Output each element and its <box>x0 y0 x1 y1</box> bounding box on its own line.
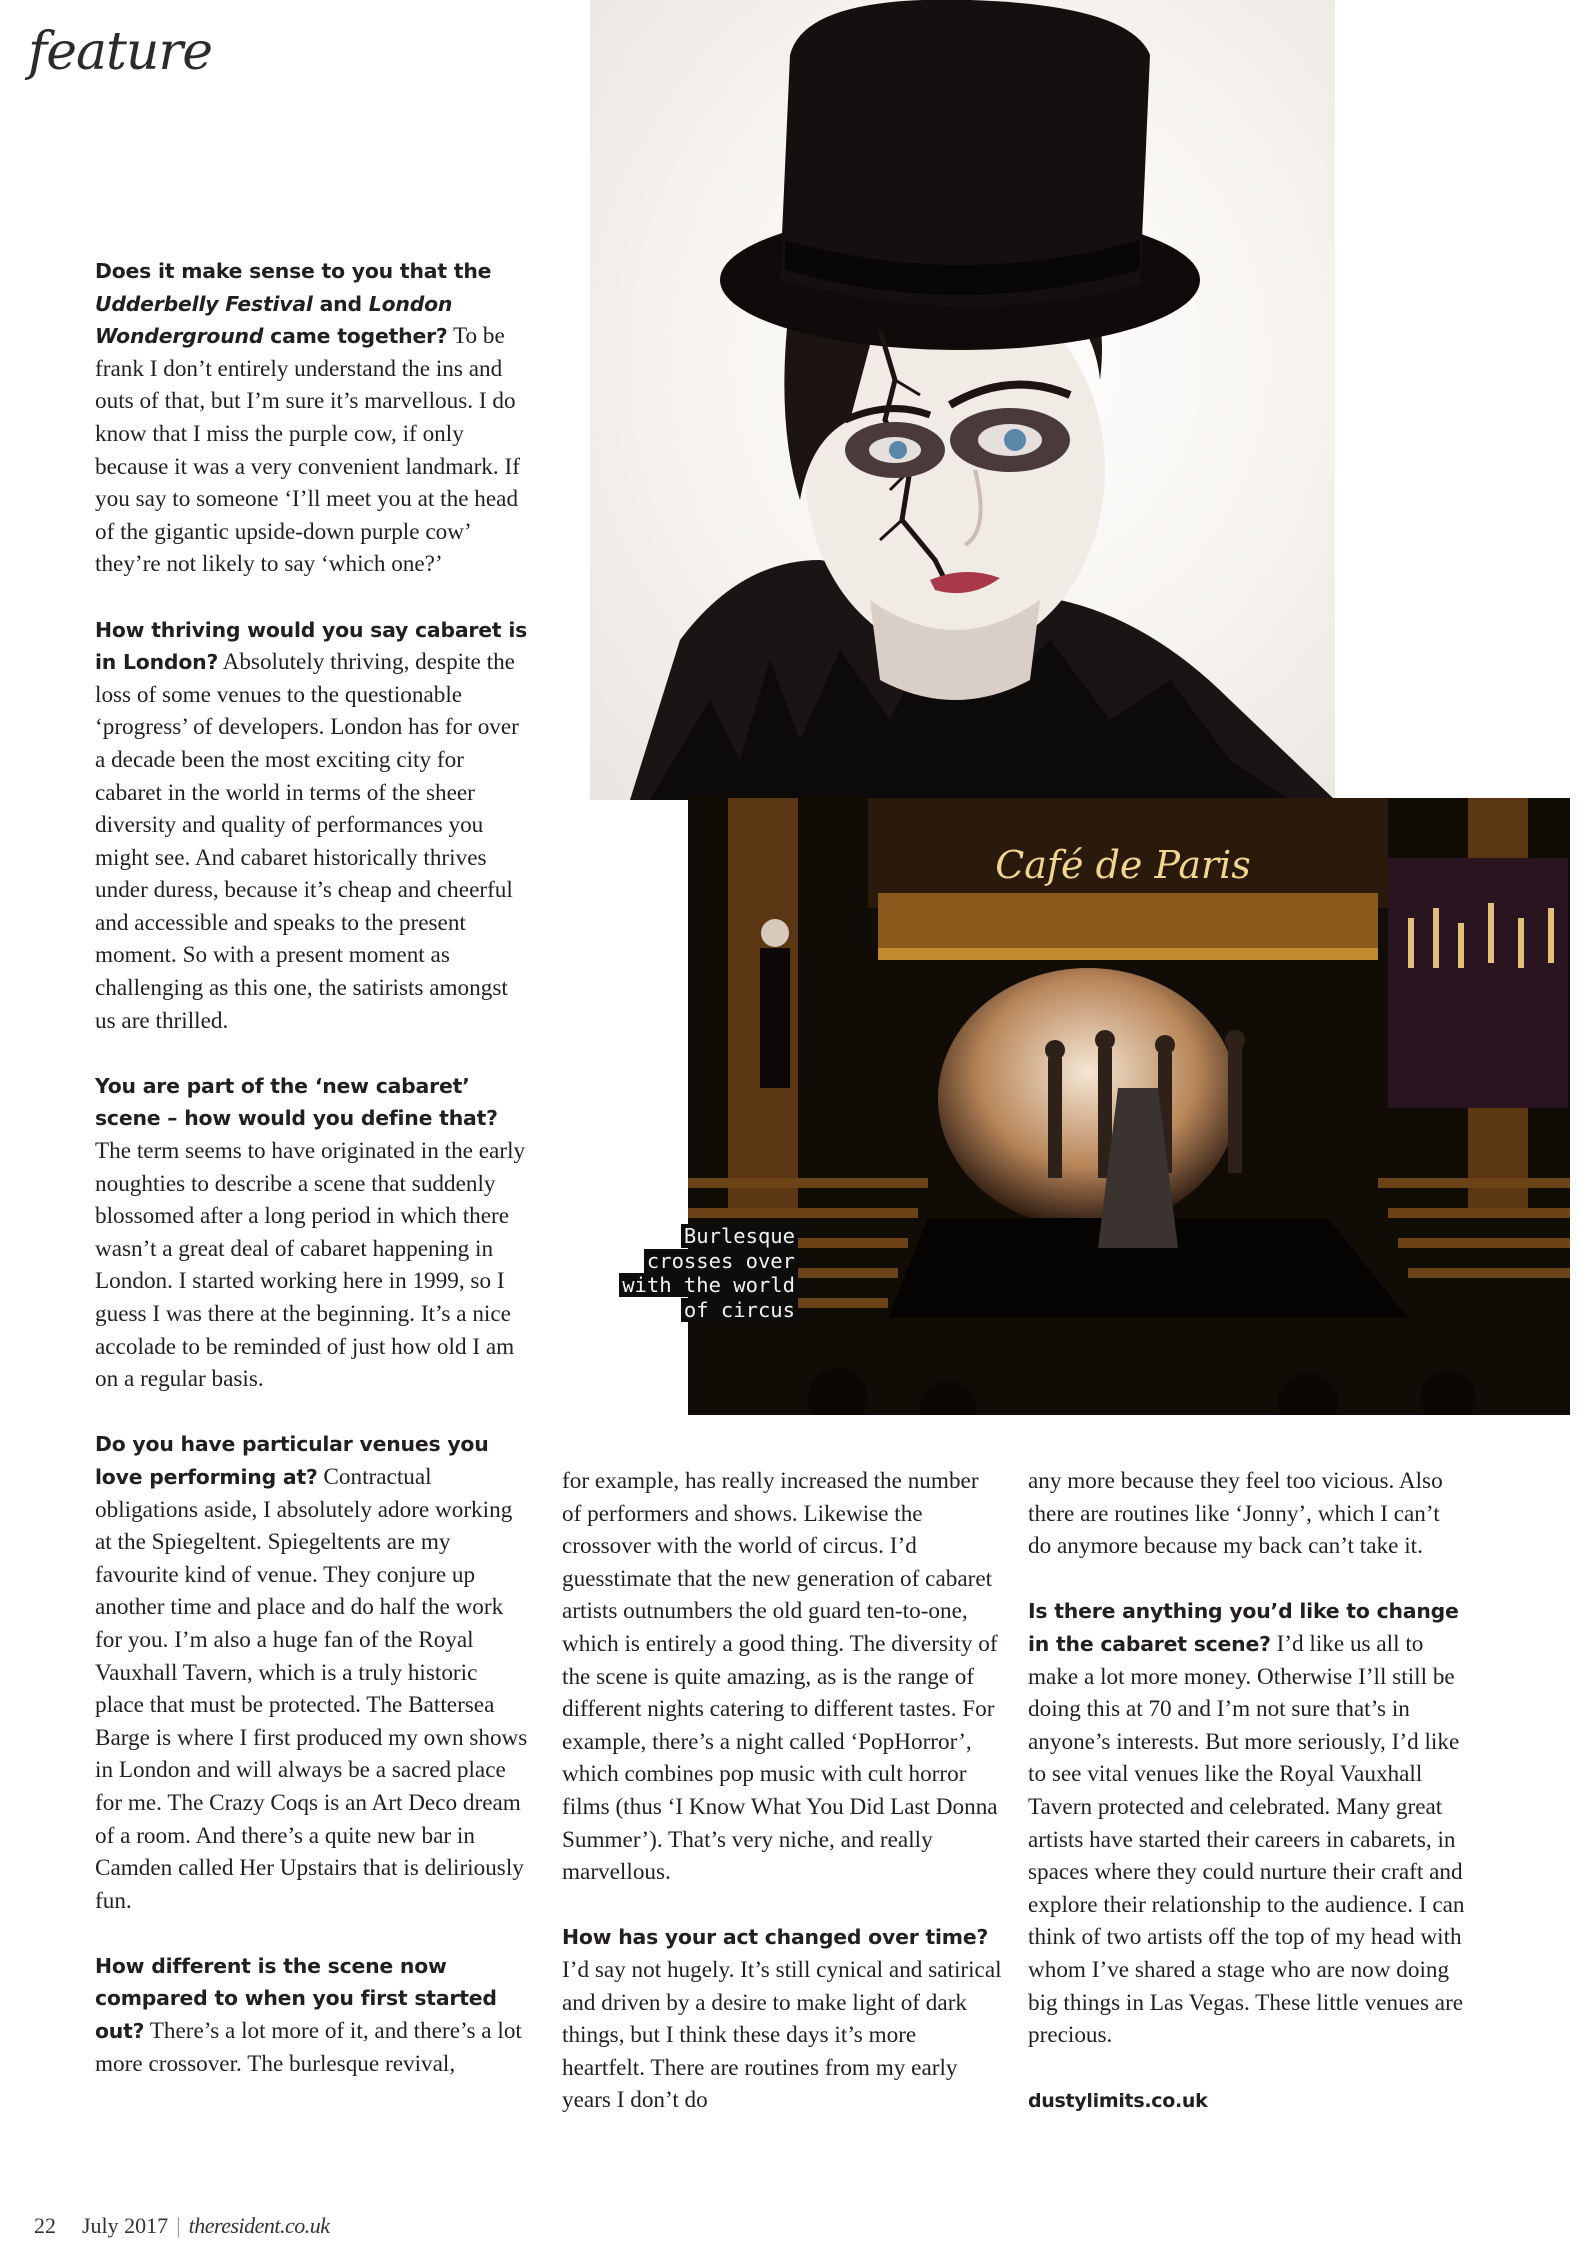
photo-caption <box>600 1224 798 1322</box>
question: You are part of the ‘new cabaret’ scene – how would you define that? <box>95 1073 498 1131</box>
qa-paragraph <box>1028 1595 1468 2051</box>
page-footer <box>34 2213 330 2239</box>
caption-line: Burlesque <box>600 1224 798 1249</box>
answer: Contractual obligations aside, I absolutely adore working at the Spiegeltent. Spiegeltents are my favourite kind of venue. They conjure up another time and place and do half the work for you. I’m also a huge fan of the Royal Vauxhall Tavern, which is a truly historic place that must be protected. The Battersea Barge is where I first produced my own shows in London and will always be a sacred place for me. The Crazy Coqs is an Art Deco dream of a room. And there’s a quite new bar in Camden called Her Upstairs that is deliriously fun. <box>95 1463 528 1914</box>
stage-photo <box>688 798 1570 1415</box>
qa-paragraph <box>562 1921 1002 2117</box>
cafe-sign: Café de Paris <box>995 843 1251 887</box>
answer-continued: any more because they feel too vicious. Also there are routines like ‘Jonny’, which I can’t do anymore because my back can’t take it. <box>1028 1468 1443 1560</box>
article-column-1 <box>95 255 530 2080</box>
answer: The term seems to have originated in the early noughties to describe a scene that suddenly blossomed after a long period in which there wasn’t a great deal of cabaret happening in London. I started working here in 1999, so I guess I was there at the beginning. It’s a nice accolade to be reminded of just how old I am on a regular basis. <box>95 1138 526 1393</box>
footer-separator: | <box>176 2213 181 2238</box>
answer: To be frank I don’t entirely understand the ins and outs of that, but I’m sure it’s marvellous. I do know that I miss the purple cow, if only because it was a very convenient landmark. If you say to someone ‘I’ll meet you at the head of the gigantic upside-down purple cow’ they’re not likely to say ‘which one?’ <box>95 323 520 578</box>
credit-line <box>1028 2084 1468 2118</box>
qa-paragraph <box>95 1428 530 1917</box>
stage-illustration <box>688 798 1570 1415</box>
question: Does it make sense to you that the Udderbelly Festival and London Wonderground came together? <box>95 259 492 349</box>
portrait-illustration <box>590 0 1335 800</box>
qa-paragraph <box>95 614 530 1038</box>
caption-line: crosses over <box>600 1249 798 1274</box>
question: How different is the scene now compared to when you first started out? <box>95 1953 497 2044</box>
answer: I’d like us all to make a lot more money. Otherwise I’ll still be doing this at 70 and I’m not sure that’s in anyone’s interests. But more seriously, I’d like to see vital venues like the Royal Vauxhall Tavern protected and celebrated. Many great artists have started their careers in cabarets, in spaces where they could nurture their craft and explore their relationship to the audience. I can think of two artists off the top of my head with whom I’ve shared a stage who are now doing big things in Las Vegas. These little venues are precious. <box>1028 1630 1465 2049</box>
question: Do you have particular venues you love performing at? <box>95 1432 489 1489</box>
article-column-3 <box>1028 1465 1468 2118</box>
question: How has your act changed over time? <box>562 1925 989 1950</box>
section-label: feature <box>28 22 213 82</box>
answer: There’s a lot more of it, and there’s a lot more crossover. The burlesque revival, <box>95 2018 522 2077</box>
qa-paragraph <box>95 1070 530 1396</box>
qa-paragraph <box>95 255 530 581</box>
caption-line: with the world <box>600 1273 798 1298</box>
portrait-photo <box>590 0 1335 800</box>
page-number: 22 <box>34 2213 56 2238</box>
caption-line: of circus <box>600 1298 798 1323</box>
answer: I’d say not hugely. It’s still cynical and satirical and driven by a desire to make light of dark things, but I think these days it’s more heartfelt. There are routines from my early years I don’t do <box>562 1956 1002 2114</box>
question: How thriving would you say cabaret is in London? <box>95 617 528 675</box>
source-credit: dustylimits.co.uk <box>1028 2090 1208 2113</box>
issue-date: July 2017 <box>82 2213 169 2238</box>
answer: Absolutely thriving, despite the loss of some venues to the questionable ‘progress’ of developers. London has for over a decade been the most exciting city for cabaret in the world in terms of the sheer diversity and quality of performances you might see. And cabaret historically thrives under duress, because it’s cheap and cheerful and accessible and speaks to the present moment. So with a present moment as challenging as this one, the satirists amongst us are thrilled. <box>95 649 519 1034</box>
site-name: theresident.co.uk <box>188 2213 330 2238</box>
article-column-2 <box>562 1465 1002 2117</box>
question: Is there anything you’d like to change in the cabaret scene? <box>1028 1599 1459 1656</box>
qa-paragraph <box>95 1950 530 2080</box>
answer-continued: for example, has really increased the number of performers and shows. Likewise the crossover with the world of circus. I’d guesstimate that the new generation of cabaret artists outnumbers the old guard ten-to-one, which is entirely a good thing. The diversity of the scene is quite amazing, as is the range of different nights catering to different tastes. For example, there’s a night called ‘PopHorror’, which combines pop music with cult horror films (thus ‘I Know What You Did Last Donna Summer’). That’s very niche, and really marvellous. <box>562 1468 998 1886</box>
